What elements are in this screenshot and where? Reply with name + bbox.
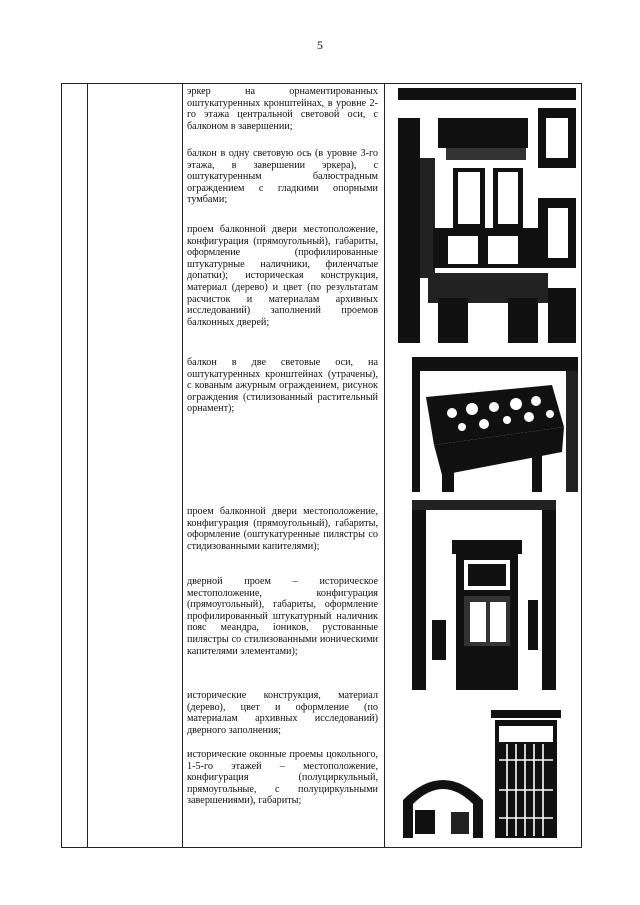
doorway-photo [412,500,556,690]
entry-text: проем балконной двери местоположение, конфигурация (прямоугольный), габариты, оформление (профилированные штукатурные наличники, филенчатые допатки); историческая конструкция, материал (дерево) и цвет (по результатам расчисток и материалам архивных исследований) заполнений проемов балконных дверей; [187,224,378,328]
building-facade-photo [398,88,576,343]
column-divider [87,84,88,847]
entry-text: дверной проем – историческое местоположение, конфигурация (прямоугольный), габариты, оформление профилированный штукатурный наличник пояс меандра, ioников, рустованные пилястры со стилизованными ионическими капителями элементами); [187,576,378,657]
balcony-railing-photo [412,357,578,492]
entry-text: проем балконной двери местоположение, конфигурация (прямоугольный), габариты, оформление (оштукатуренные пилястры со стидизованными капителями); [187,506,378,552]
entry-text: эркер на орнаментированных оштукатуренных кронштейнах, в уровне 2-го этажа центральной световой оси, с балконом в завершении; [187,86,378,132]
entry-text: исторические конструкция, материал (дерево), цвет и оформление (по материалам архивных исследований) дверного заполнения; [187,690,378,736]
entry-text: балкон в одну световую ось (в уровне 3-го этажа, в завершении эркера), с оштукатуренным балюстрадным ограждением с гладкими опорными тумбами; [187,148,378,206]
column-divider [384,84,385,847]
column-divider [182,84,183,847]
entry-text: балкон в две световые оси, на оштукатуренных кронштейнах (утрачены), с кованым ажурным ограждением, рисунок ограждения (стилизованный растительный орнамент); [187,357,378,415]
page-number: 5 [317,38,323,52]
entry-text: исторические оконные проемы цокольного, 1-5-го этажей – местоположение, конфигурация (полуциркульный, прямоугольные, с полуциркульными завершениями), габариты; [187,749,378,807]
windows-photo [403,700,576,838]
